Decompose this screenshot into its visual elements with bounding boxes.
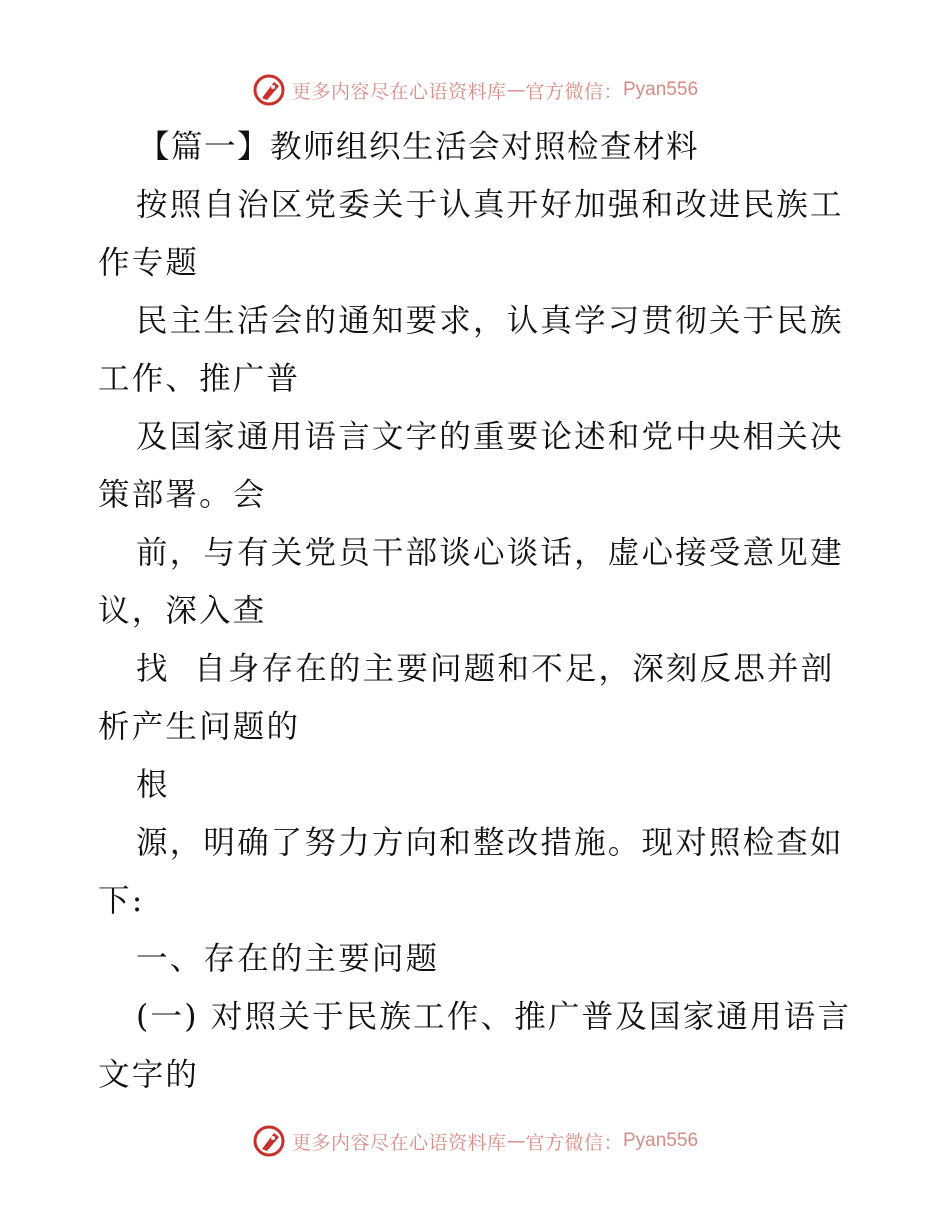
banner-wechat-id: Pyan556 [623, 1130, 699, 1151]
body-line: 按照自治区党委关于认真开好加强和改进民族工 [136, 187, 844, 223]
body-line: 议，深入查 [98, 593, 267, 629]
document-body [98, 118, 858, 1104]
banner-text: 更多内容尽在心语资料库 [291, 1131, 507, 1154]
banner-dash: — [506, 79, 526, 101]
body-line: 根 [136, 767, 170, 803]
pen-nib-logo-icon [252, 1124, 286, 1158]
body-line: 民主生活会的通知要求，认真学习贯彻关于民族 [136, 303, 844, 339]
banner-label: 官方微信： [525, 80, 623, 103]
pen-nib-logo-icon [252, 73, 286, 107]
body-line: 工作、推广普 [98, 361, 301, 397]
footer-watermark-banner [0, 1121, 950, 1161]
body-line: 找 自身存在的主要问题和不足，深刻反思并剖 [136, 651, 835, 687]
banner-dash: — [506, 1130, 526, 1152]
header-watermark-banner [0, 70, 950, 110]
body-line: 及国家通用语言文字的重要论述和党中央相关决 [136, 419, 844, 455]
body-line: 下: [98, 883, 145, 919]
body-line: 作专题 [98, 245, 200, 281]
body-line: 文字的 [98, 1057, 200, 1093]
subsection-heading: (一) 对照关于民族工作、推广普及国家通用语言 [136, 999, 852, 1035]
banner-wechat-id: Pyan556 [623, 79, 699, 100]
document-title: 【篇一】教师组织生活会对照检查材料 [138, 129, 700, 165]
body-line: 策部署。会 [98, 477, 267, 513]
body-line: 源，明确了努力方向和整改措施。现对照检查如 [136, 825, 844, 861]
banner-text: 更多内容尽在心语资料库 [291, 80, 507, 103]
banner-label: 官方微信： [525, 1131, 623, 1154]
body-line: 析产生问题的 [98, 709, 301, 745]
section-heading: 一、存在的主要问题 [136, 941, 440, 977]
body-line: 前，与有关党员干部谈心谈话，虚心接受意见建 [136, 535, 844, 571]
